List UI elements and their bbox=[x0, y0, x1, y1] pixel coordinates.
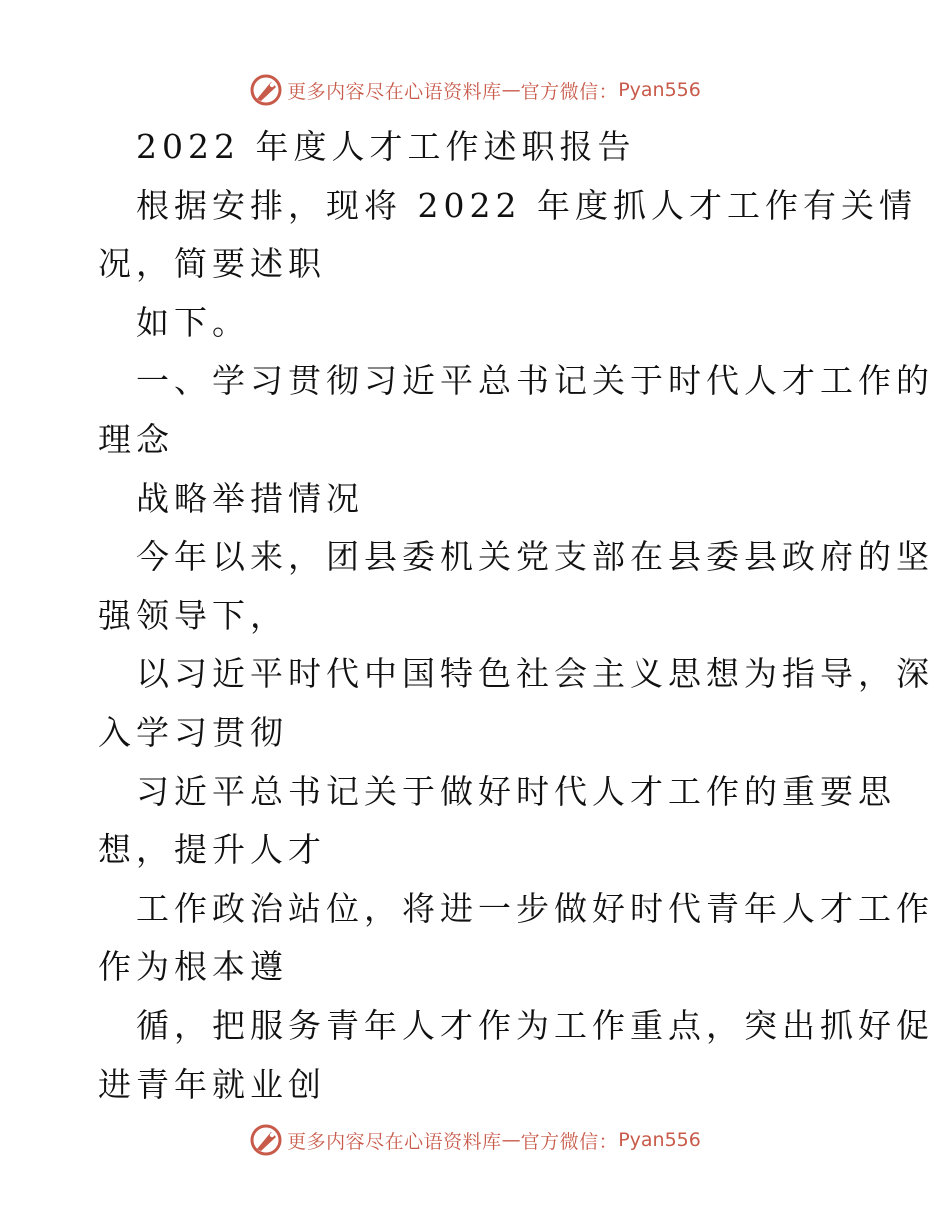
header-watermark bbox=[0, 70, 950, 110]
document-body bbox=[98, 118, 934, 1114]
watermark-contact-label: 官方微信： bbox=[520, 80, 619, 103]
watermark-contact-id: Pyan556 bbox=[618, 79, 701, 101]
paragraph-line: 根据安排，现将 2022 年度抓人才工作有关情 bbox=[136, 185, 917, 225]
watermark-separator: — bbox=[501, 79, 521, 101]
paragraph-line: 工作政治站位，将进一步做好时代青年人才工作 bbox=[136, 888, 934, 928]
paragraph-line: 以习近平时代中国特色社会主义思想为指导，深 bbox=[136, 654, 934, 694]
paragraph-line: 强领导下， bbox=[98, 595, 288, 635]
watermark-separator: — bbox=[501, 1129, 521, 1151]
paragraph-line: 今年以来，团县委机关党支部在县委县政府的坚 bbox=[136, 537, 934, 577]
section-heading-line: 理念 bbox=[98, 419, 174, 459]
paragraph-line: 如下。 bbox=[136, 302, 250, 342]
watermark-contact-label: 官方微信： bbox=[520, 1130, 619, 1153]
footer-watermark bbox=[0, 1120, 950, 1160]
paragraph-line: 循，把服务青年人才作为工作重点，突出抓好促 bbox=[136, 1005, 934, 1045]
section-heading-line: 一、学习贯彻习近平总书记关于时代人才工作的 bbox=[136, 361, 934, 401]
watermark-text: 更多内容尽在心语资料库 bbox=[287, 80, 502, 103]
watermark-text: 更多内容尽在心语资料库 bbox=[287, 1130, 502, 1153]
section-heading-line: 战略举措情况 bbox=[136, 478, 364, 518]
paragraph-line: 入学习贯彻 bbox=[98, 712, 288, 752]
pen-nib-circle-icon bbox=[249, 1123, 283, 1157]
paragraph-line: 习近平总书记关于做好时代人才工作的重要思 bbox=[136, 771, 896, 811]
pen-nib-circle-icon bbox=[249, 73, 283, 107]
document-title: 2022 年度人才工作述职报告 bbox=[136, 127, 636, 166]
paragraph-line: 想，提升人才 bbox=[98, 830, 326, 870]
paragraph-line: 况，简要述职 bbox=[98, 244, 326, 284]
paragraph-line: 作为根本遵 bbox=[98, 947, 288, 987]
paragraph-line: 进青年就业创 bbox=[98, 1064, 326, 1104]
watermark-contact-id: Pyan556 bbox=[618, 1129, 701, 1151]
